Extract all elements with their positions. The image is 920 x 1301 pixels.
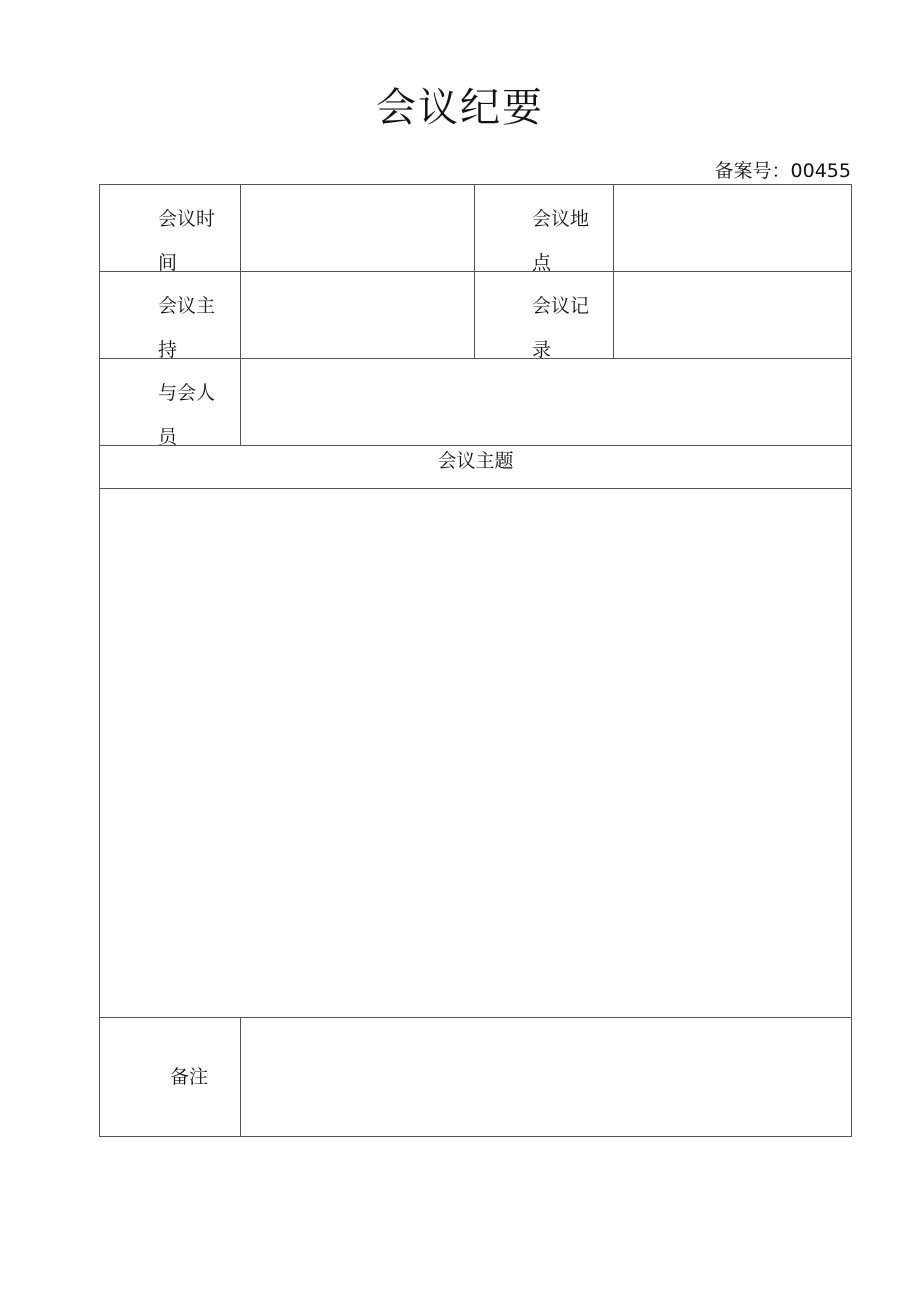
meeting-host-label-cell [100, 272, 241, 359]
notes-label: 备注 [170, 1066, 209, 1088]
meeting-location-label: 会议地点 [532, 208, 590, 274]
topic-header: 会议主题 [100, 446, 852, 489]
attendees-label: 与会人员 [158, 382, 216, 448]
meeting-recorder-field[interactable] [614, 272, 852, 359]
table-row [100, 185, 852, 272]
meeting-location-label-cell [475, 185, 614, 272]
meeting-host-label: 会议主持 [158, 295, 216, 361]
attendees-label-cell [100, 359, 241, 446]
record-number: 备案号：00455 [714, 160, 851, 182]
meeting-host-field[interactable] [241, 272, 475, 359]
table-row [100, 489, 852, 1018]
table-row [100, 272, 852, 359]
meeting-recorder-label-cell [475, 272, 614, 359]
topic-content-field[interactable] [100, 489, 852, 1018]
table-row [100, 359, 852, 446]
meeting-time-field[interactable] [241, 185, 475, 272]
table-row [100, 1018, 852, 1137]
meeting-time-label-cell [100, 185, 241, 272]
meeting-recorder-label: 会议记录 [532, 295, 590, 361]
meeting-minutes-table [99, 184, 852, 1137]
notes-label-cell [100, 1018, 241, 1137]
document-title: 会议纪要 [376, 85, 544, 131]
meeting-location-field[interactable] [614, 185, 852, 272]
notes-field[interactable] [241, 1018, 852, 1137]
meeting-time-label: 会议时间 [158, 208, 216, 274]
